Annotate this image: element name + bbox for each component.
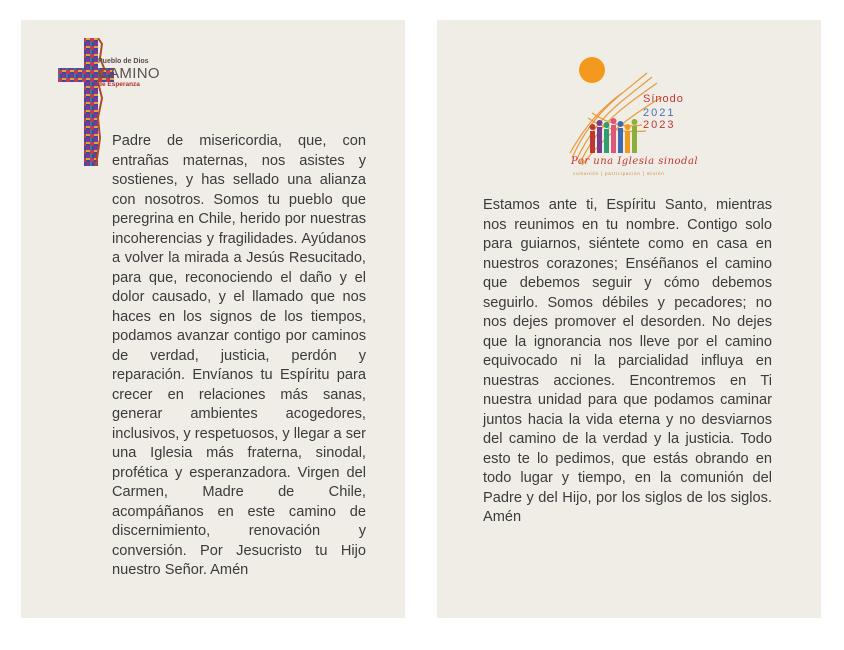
brand-top-line: Pueblo de Dios (98, 58, 149, 65)
prayer-text-right: Estamos ante ti, Espíritu Santo, mientras nos reunimos en tu nombre. Contigo solo para guiarnos, siéntete como en casa en nuestros corazones; Enséñanos el camino que debemos seguir y cómo debemos seguirlo. Somos débiles y pecadores; no nos dejes promover el desorden. No dejes que la ignorancia nos lleve por el camino equivocado ni la parcialidad influya en nuestras acciones. Encontremos en Ti nuestra unidad para que podamos caminar juntos hacia la vida eterna y no desviarnos del camino de la verdad y la justicia. Todo esto te lo pedimos, que estás obrando en todo lugar y tiempo, en la comunión del Padre y del Hijo, por los siglos de los siglos. Amén (483, 197, 772, 525)
synod-year-end: 2023 (643, 119, 676, 131)
prayer-card-left (21, 20, 405, 618)
synod-year-start: 2021 (643, 107, 676, 119)
brand-sub: de Esperanza (98, 81, 140, 88)
synod-years (643, 107, 675, 131)
prayer-card-right (437, 20, 821, 618)
prayer-text-left: Padre de misericordia, que, con entrañas maternas, nos asistes y sostienes, y has sellado una alianza con nosotros. Somos tu pueblo que peregrina en Chile, herido por nuestras incoherencias y fragilidades. Ayúdanos a volver la mirada a Jesús Resucitado, para que, reconociendo el daño y el dolor causado, y el llamado que nos haces en los signos de los tiempos, podamos avanzar contigo por caminos de verdad, justicia, perdón y reparación. Envíanos tu Espíritu para crecer en relaciones más sanas, generar ambientes acogedores, inclusivos, y respetuosos, y llegar a ser una Iglesia más fraterna, sinodal, profética y esperanzadora. Virgen del Carmen, Madre de Chile, acompáñanos en este camino de discernimiento, renovación y conversión. Por Jesucristo tu Hijo nuestro Señor. Amén (112, 133, 366, 578)
synod-tagline: Por una Iglesia sinodal (571, 156, 699, 167)
synod-title: Sínodo (643, 93, 684, 105)
brand-main: CAMINO (98, 65, 160, 82)
synod-subline: comunión | participación | misión (573, 171, 665, 176)
camino-brand (98, 58, 160, 89)
